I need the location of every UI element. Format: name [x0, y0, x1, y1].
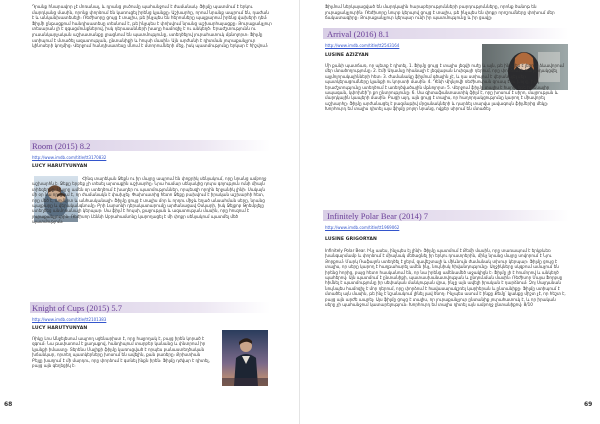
knight-of-cups-review-text: Ռիկը Լոս Անջելեսում ապրող սցենարիստ է, որը հաջողակ է, բայց իրեն կորած է զգում։ Նա թափառում է քաղաքով, հանդիպում տարբեր կանանց և փնտրում իր կյանքի իմաստը։ Տերենս Մալիքի ֆիլմը կառուցված է որպես բանաստեղծական խճանկար, որտեղ պատկերները խոսում են ավելին, քան բառերը։ Քրիստիան Բեյլը խաղում է մի մարդու, որը փորձում է գտնել ինքն իրեն։ Ֆիլմը դժվար է դիտել, բայց այն գեղեցիկ է։	[32, 336, 210, 369]
knight-of-cups-title-bar	[30, 302, 270, 313]
knight-of-cups-title: Knight of Cups (2015) 5.7	[32, 302, 122, 313]
knight-of-cups-poster-image	[222, 330, 268, 386]
left-page-number: 68	[4, 401, 13, 408]
arrival-reviewer: LUSINE AZIZYAN	[325, 53, 369, 58]
arrival-title: Arrival (2016) 8.1	[327, 28, 390, 39]
room-title-bar	[30, 140, 270, 151]
arrival-review-text: Մի քանի պատճառ, որ պետք է դիտել. 1. Ֆիլմը ցույց է տալիս լեզվի ուժը և այն, թե ինչպես է լեզուն ձևավորում մեր մտածողությունը։ 2. Էմի Ադամսը հիանալի է լեզվաբան Լուիզայի դերում, որը փորձում է հաղորդակցվել այլմոլորակայինների հետ։ 3. Ժամանակը ֆիլմում գծային չէ, և դա ստիպում է վերանայել մեր պատկերացումները կյանքի ու կորստի մասին։ 4. Դենի Վիլնյովի ռեժիսուրան զուսպ է ու խորը, իսկ երաժշտությունը ստեղծում է առեղծվածային մթնոլորտ։ 5. Վերջում ֆիլմը տալիս է հարց՝ եթե իմանայիր ապագան, կփոխեի՞ր քո ընտրությունը։ 6. Սա գիտաֆանտաստիկ ֆիլմ է, որը խոսում է սիրո, մայրության և մարդկային կապերի մասին։ Բացի այդ, այն ցույց է տալիս, որ հաղորդակցությունը կարող է միավորել աշխարհը։ Ֆիլմը արժանացել է բազմաթիվ մրցանակների և դարձել տարվա լավագույն ֆիլմերից մեկը։ Խորհուրդ եմ տալիս դիտել այս ֆիլմը բոլոր նրանց, ովքեր սիրում են մտածել։	[325, 63, 565, 112]
room-review-text: Հինգ տարեկան Ջեքն ու իր մայրը ապրում են փոքրիկ սենյակում, որը նրանց ամբողջ աշխարհն է։ Ջեքը երբեք չի տեսել արտաքին աշխարհը։ Նրա համար սենյակից դուրս գոյություն ունի միայն տիեզերքը։ Մայրը ամեն օր ստեղծում է խաղեր ու պատմություններ, որպեսզի որդին երջանիկ լինի։ Սակայն մի օր նա որոշում է, որ ժամանակն է փախչել։ Փախուստից հետո Ջեքը բախվում է իրական աշխարհի հետ, որը մեծ է, աղմկոտ և անհասկանալի։ Ֆիլմը ցույց է տալիս մոր և որդու միջև եղած անսահման սերը, նրանց պայքարը և վերականգնումը։ Բրի Լարսոնի դերակատարումը արժանացավ Օսկարի, իսկ Ջեյքոբ Թրեմբլեյը ստեղծեց անմոռանալի կերպար։ Սա ֆիլմ է հույսի, քաջության և ազատության մասին, որը հուզում է յուրաքանչյուրին։ Ռեժիսոր Լեննի Աբրահամսոնը կարողացել է մի փոքր սենյակում պատմել մեծ պատմություն։	[32, 176, 267, 225]
infinitely-polar-bear-review-text: Infinitely Polar Bear. Ինչ ասես, ինչպես էլ լինի։ Ֆիլմը պատմում է Քեմի մասին, որը տառապում է երկբևեռ խանգարմամբ և փորձում է միայնակ մեծացնել իր երկու դուստրերին, մինչ նրանց մայրը սովորում է Նյու Յորքում։ Մարկ Ռաֆալոն ստեղծել է ջերմ, զավեշտալի և միևնույն ժամանակ տխուր կերպար։ Ֆիլմը ցույց է տալիս, որ սերը կարող է հաղթահարել ամեն ինչ, նույնիսկ հիվանդությունը։ Աղջիկները սկզբում ամաչում են իրենց հորից, բայց հետո հասկանում են, որ նա իրենց ամենամեծ աջակիցն է։ Ֆիլմը լի է հումորով և անկեղծ պահերով։ Այն պատմում է ընտանիքի, պատասխանատվության և ընդունման մասին։ Ռեժիսոր Մայա Ֆորբսը հիմնել է պատմությունը իր սեփական մանկության վրա, ինչը այն ավելի իրական է դարձնում։ Զոյ Սալդանան նույնպես համոզիչ է մոր դերում, որը փորձում է հավասարակշռել կարիերան և ընտանիքը։ Ֆիլմը ստիպում է մտածել այն մասին, թե ինչ է նշանակում լինել լավ ծնող։ Ինչպես ասում է ինքը Քեմը՝ կյանքը միշտ չէ, որ հեշտ է, բայց այն արժե ապրել։ Այս ֆիլմը ցույց է տալիս, որ յուրաքանչյուր ընտանիք յուրահատուկ է, և որ իրական սերը չի պահանջում կատարելություն։ Խորհուրդ եմ տալիս դիտել այն ամբողջ ընտանիքով։ 8/10	[325, 248, 566, 308]
knight-of-cups-imdb-link[interactable]: http://www.imdb.com/title/tt2101383	[32, 317, 107, 322]
knight-of-cups-reviewer: LUCY HARUTYUNYAN	[32, 326, 88, 331]
infinitely-polar-bear-title: Infinitely Polar Bear (2014) 7	[327, 210, 429, 221]
arrival-imdb-link[interactable]: http://www.imdb.com/title/tt2543164	[325, 43, 400, 48]
infinitely-polar-bear-title-bar	[323, 210, 569, 221]
room-imdb-link[interactable]: http://www.imdb.com/title/tt3170832	[32, 155, 107, 160]
right-intro-text: Ֆիլմում ներկայացված են մարդկային հարաբերությունների բարդությունները, որոնք ծանոթ են յուրաքանչյուրին։ Ռեժիսորը նուրբ կերպով ցույց է տալիս, թե ինչպես են փոքր որոշումները փոխում մեր ճակատագիրը։ Յուրաքանչյուր կերպար ունի իր պատմությունը և իր ցավը։	[325, 4, 555, 21]
left-intro-text: Դրանք հնարավոր չէ մոռանալ, և դրանց լուծումը պահանջում է ժամանակ։ Ֆիլմը պատմում է երկու մարդկանց մասին, որոնք փորձում են կառուցել իրենց կյանքը։ Աշխարհը, որում նրանք ապրում են, դաժան է և անկանխատեսելի։ Ռեժիսորը ցույց է տալիս, թե ինչպես են հերոսները պայքարում իրենց վախերի դեմ։ Ֆիլմի ընթացքում հանդիսատեսը տեսնում է, թե ինչպես է փոխվում նրանց աշխարհայացքը։ Յուրաքանչյուր տեսարան լի է զգացմունքներով, իսկ դերասանների խաղը համոզիչ է ու անկեղծ։ Երաժշտությունն ու լուսանկարչական աշխատանքը լրացնում են պատմությունը, ստեղծելով յուրահատուկ մթնոլորտ։ Ֆիլմը ստիպում է մտածել ազատության, ընտանիքի և հույսի մասին։ Այն արժանի է դիտման յուրաքանչյուր կինոսերի կողմից։ Վերջում հանդիսատեսը մնում է մտորումների մեջ, իսկ պատմությունը երկար է հիշվում։	[32, 4, 272, 49]
infinitely-polar-bear-imdb-link[interactable]: http://www.imdb.com/title/tt1969062	[325, 225, 400, 230]
right-page	[300, 0, 600, 424]
arrival-title-bar	[323, 28, 569, 39]
room-title: Room (2015) 8.2	[32, 140, 91, 151]
room-reviewer: LUCY HARUTYUNYAN	[32, 164, 88, 169]
right-page-number: 69	[584, 401, 593, 408]
infinitely-polar-bear-reviewer: LUSINE GRIGORYAN	[325, 237, 377, 242]
